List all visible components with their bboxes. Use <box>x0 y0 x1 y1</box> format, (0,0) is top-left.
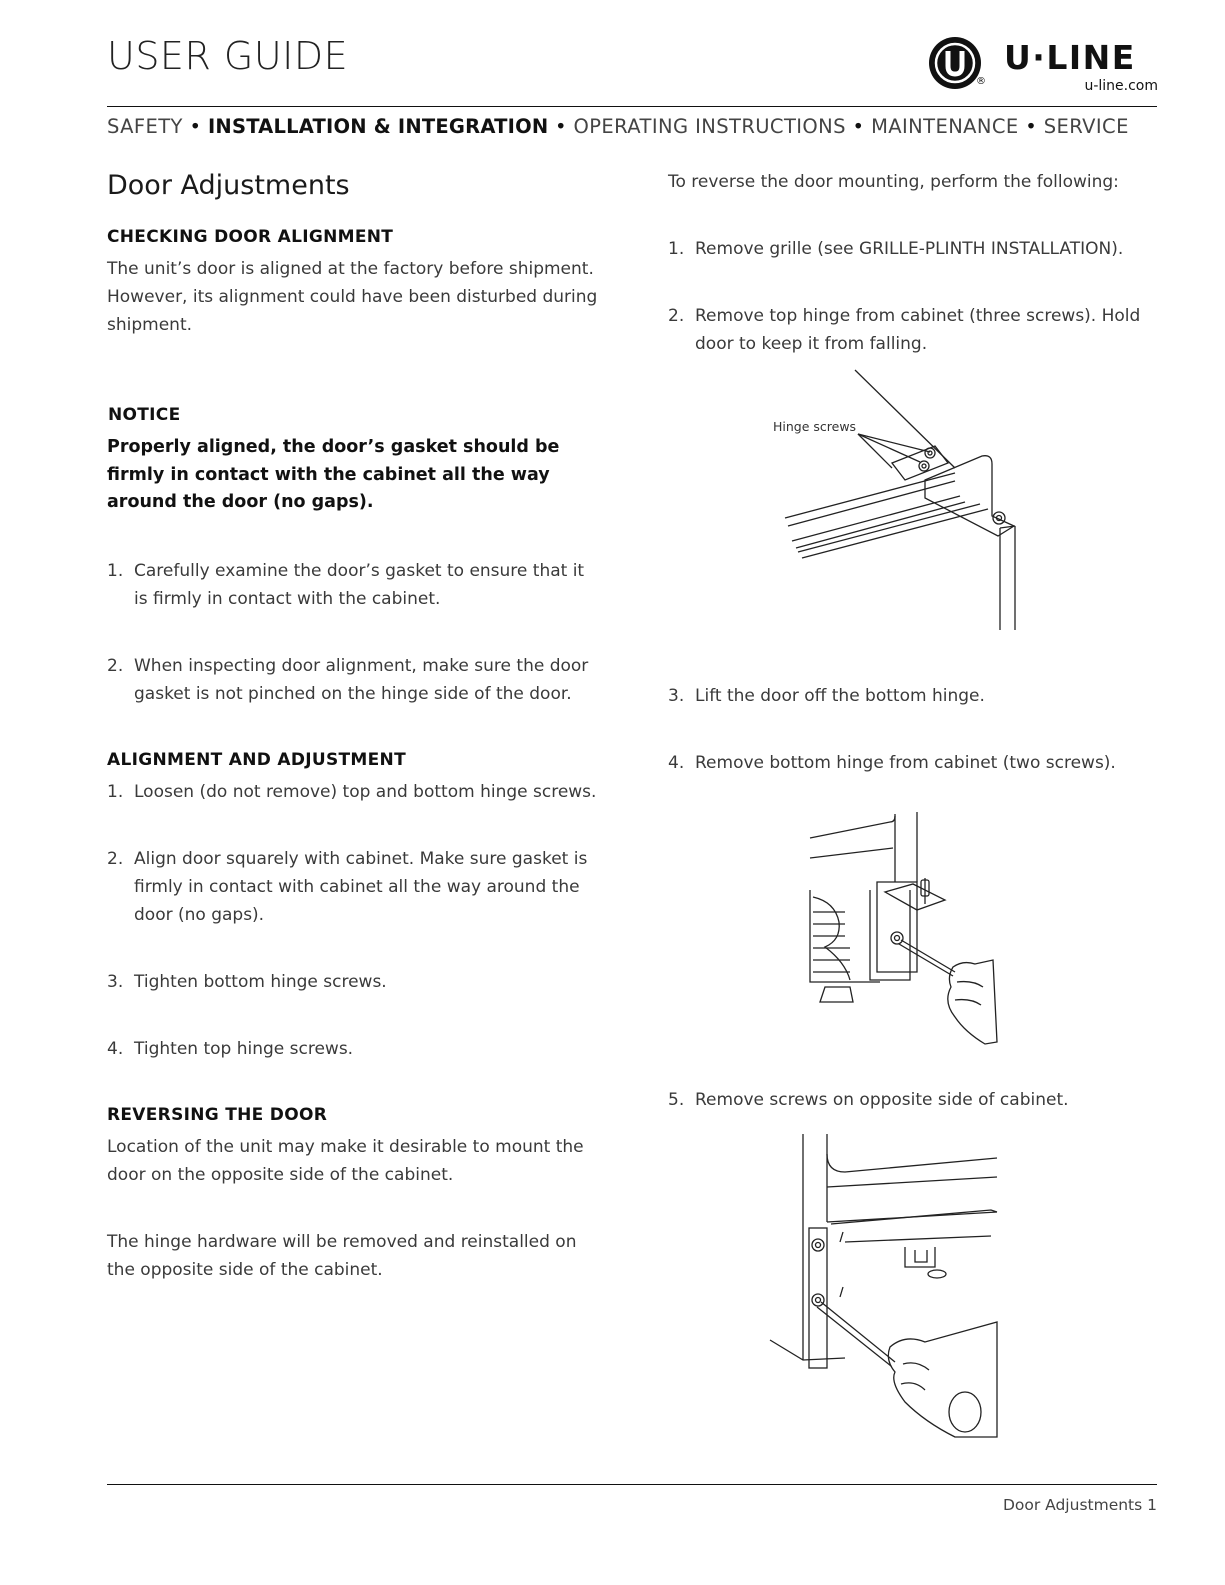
step-text: Tighten top hinge screws. <box>134 1038 354 1059</box>
list-item <box>107 652 602 708</box>
step-number: 2. <box>668 306 685 326</box>
step-number: 3. <box>107 971 124 992</box>
footer-divider <box>107 1484 1157 1485</box>
bottom-hinge-illustration <box>805 812 1000 1047</box>
reversing-body: Location of the unit may make it desirable to mount the door on the opposite side of the cabinet. <box>107 1136 584 1185</box>
checking-body: The unit’s door is aligned at the factory before shipment. However, its alignment could have been disturbed during shipment. <box>107 259 598 335</box>
checking-heading: CHECKING DOOR ALIGNMENT <box>107 227 394 247</box>
step-text: Remove grille (see GRILLE-PLINTH INSTALLATION). <box>695 239 1124 259</box>
left-column <box>107 168 602 1284</box>
step-text: Remove screws on opposite side of cabinet. <box>695 1090 1069 1110</box>
step-text: Loosen (do not remove) top and bottom hinge screws. <box>134 781 597 802</box>
nav-separator: • <box>1025 115 1038 138</box>
reverse-intro: To reverse the door mounting, perform the following: <box>668 172 1119 192</box>
list-item <box>107 557 602 613</box>
hinge-screws-label: Hinge screws <box>773 419 857 434</box>
list-item <box>668 682 1153 710</box>
list-item <box>668 1086 1153 1114</box>
right-column <box>668 168 1153 358</box>
step-number: 4. <box>668 753 685 773</box>
opposite-side-drawing <box>765 1132 1000 1442</box>
step-text: Lift the door off the bottom hinge. <box>695 686 985 706</box>
reversing-heading: REVERSING THE DOOR <box>107 1104 328 1125</box>
list-item <box>668 302 1153 358</box>
step-number: 2. <box>107 655 124 676</box>
step-number: 3. <box>668 686 685 706</box>
step-number: 2. <box>107 848 124 869</box>
brand-logo[interactable] <box>928 36 1162 96</box>
step-number: 1. <box>107 781 124 802</box>
top-hinge-drawing <box>770 368 1030 633</box>
bottom-hinge-drawing <box>805 812 1000 1047</box>
step-text: Remove top hinge from cabinet (three screws). Hold door to keep it from falling. <box>695 306 1141 354</box>
registered-mark: ® <box>976 76 986 87</box>
nav-item-service[interactable]: SERVICE <box>1043 115 1129 138</box>
step-text: Align door squarely with cabinet. Make sure gasket is firmly in contact with cabinet all the way around the door (no gaps). <box>134 848 588 925</box>
step-text: Carefully examine the door’s gasket to ensure that it is firmly in contact with the cabinet. <box>134 560 585 609</box>
right-step-3 <box>668 682 1153 777</box>
opposite-side-illustration <box>765 1132 1000 1442</box>
list-item <box>668 235 1153 263</box>
list-item <box>107 1035 602 1063</box>
page-title: Door Adjustments <box>107 170 350 201</box>
document-title: USER GUIDE <box>107 34 349 78</box>
step-text: When inspecting door alignment, make sure the door gasket is not pinched on the hinge side of the door. <box>134 655 589 704</box>
nav-item-installation[interactable]: INSTALLATION & INTEGRATION <box>207 115 549 138</box>
nav-item-maintenance[interactable]: MAINTENANCE <box>871 115 1019 138</box>
nav-separator: • <box>555 115 567 138</box>
step-text: Tighten bottom hinge screws. <box>134 971 387 992</box>
nav-item-operating[interactable]: OPERATING INSTRUCTIONS <box>573 115 846 138</box>
list-item <box>107 778 602 806</box>
nav-separator: • <box>189 115 202 138</box>
nav-separator: • <box>852 115 865 138</box>
step-number: 5. <box>668 1090 685 1110</box>
notice-body: Properly aligned, the door’s gasket should be firmly in contact with the cabinet all the way around the door (no gaps). <box>107 437 560 512</box>
section-nav <box>107 115 1162 138</box>
step-text: Remove bottom hinge from cabinet (two screws). <box>695 753 1116 773</box>
reversing-note: The hinge hardware will be removed and reinstalled on the opposite side of the cabinet. <box>107 1231 577 1280</box>
page-footer: Door Adjustments 1 <box>1002 1496 1157 1514</box>
step-number: 1. <box>107 560 124 581</box>
right-step-5 <box>668 1086 1153 1114</box>
nav-item-safety[interactable]: SAFETY <box>107 115 183 138</box>
step-number: 1. <box>668 239 685 259</box>
list-item <box>107 845 602 929</box>
header-divider <box>107 106 1157 107</box>
notice-label: NOTICE <box>108 405 181 425</box>
list-item <box>668 749 1153 777</box>
list-item <box>107 968 602 996</box>
brand-mark-icon <box>928 36 982 90</box>
alignment-heading: ALIGNMENT AND ADJUSTMENT <box>107 749 406 770</box>
top-hinge-illustration <box>770 368 1030 633</box>
step-number: 4. <box>107 1038 124 1059</box>
brand-wordmark: U·LINE <box>1004 38 1136 77</box>
website-link[interactable]: u-line.com <box>1084 78 1158 94</box>
